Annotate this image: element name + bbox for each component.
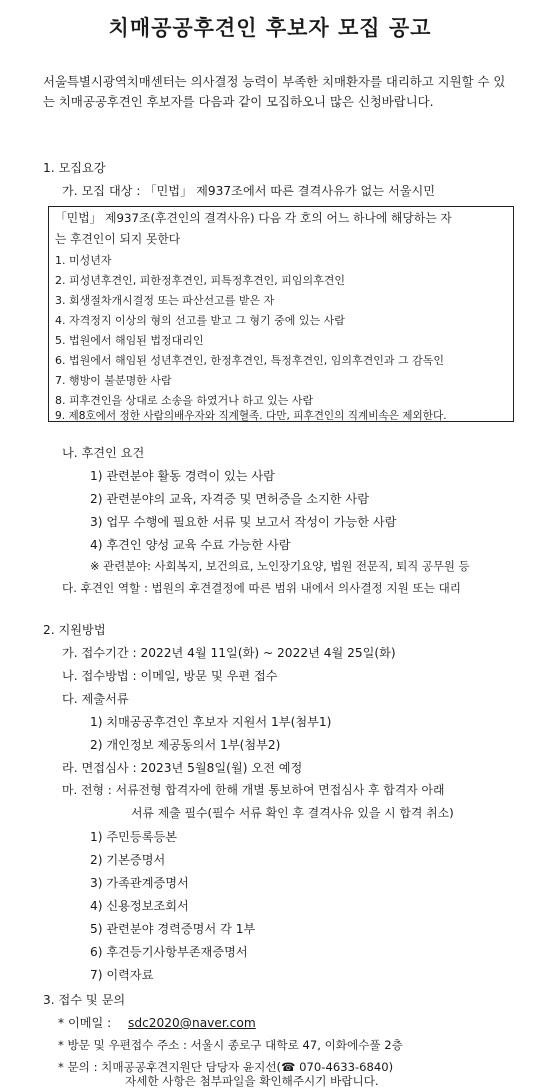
intro-paragraph: 서울특별시광역치매센터는 의사결정 능력이 부족한 치매환자를 대리하고 지원할 수 있는 치매공공후견인 후보자를 다음과 같이 모집하오니 많은 신청바랍니다.: [43, 74, 506, 109]
role-line: 다. 후견인 역할 : 법원의 후견결정에 따른 범위 내에서 의사결정 지원 또는 대리: [62, 581, 462, 595]
disqualification-box: [48, 206, 514, 422]
box-item: 5. 법원에서 해임된 법정대리인: [55, 334, 204, 347]
box-item: 1. 미성년자: [55, 254, 112, 267]
screening-line2: 서류 제출 필수(필수 서류 확인 후 결격사유 있을 시 합격 취소): [131, 806, 454, 820]
requirement-note: ※ 관련분야: 사회복지, 보건의료, 노인장기요양, 법원 전문직, 퇴직 공무원 등: [90, 559, 470, 573]
requirement-item: 3) 업무 수행에 필요한 서류 및 보고서 작성이 가능한 사람: [90, 515, 397, 529]
visit-address: * 방문 및 우편접수 주소 : 서울시 종로구 대학로 47, 이화에수풀 2층: [58, 1038, 403, 1052]
section2-heading: 2. 지원방법: [43, 623, 106, 637]
requirements-heading: 나. 후견인 요건: [62, 446, 145, 460]
application-period: 가. 접수기간 : 2022년 4월 11일(화) ~ 2022년 4월 25일(화): [62, 646, 396, 660]
box-item: 8. 피후견인을 상대로 소송을 하였거나 하고 있는 사람: [55, 394, 314, 407]
requirement-item: 4) 후견인 양성 교육 수료 가능한 사람: [90, 538, 291, 552]
contact-line: * 문의 : 치매공공후견지원단 담당자 윤지선(☎ 070-4633-6840): [58, 1060, 394, 1074]
box-item: 7. 행방이 불분명한 사람: [55, 374, 172, 387]
screening-line1: 마. 전형 : 서류전형 합격자에 한해 개별 통보하여 면접심사 후 합격자 아래: [62, 783, 445, 797]
required-doc-item: 5) 관련분야 경력증명서 각 1부: [90, 922, 256, 936]
application-method: 나. 접수방법 : 이메일, 방문 및 우편 접수: [62, 669, 278, 683]
documents-heading: 다. 제출서류: [62, 692, 129, 706]
box-header-line1: 「민법」 제937조(후견인의 결격사유) 다음 각 호의 어느 하나에 해당하는 자: [55, 211, 452, 225]
required-doc-item: 6) 후견등기사항부존재증명서: [90, 945, 248, 959]
document-item: 2) 개인정보 제공동의서 1부(첨부2): [90, 738, 281, 752]
section1-target: 가. 모집 대상 : 「민법」 제937조에서 따른 결격사유가 없는 서울시민: [62, 184, 436, 198]
document-item: 1) 치매공공후견인 후보자 지원서 1부(첨부1): [90, 715, 332, 729]
section3-heading: 3. 접수 및 문의: [43, 993, 126, 1007]
required-doc-item: 1) 주민등록등본: [90, 830, 178, 844]
interview-line: 라. 면접심사 : 2023년 5월8일(월) 오전 예정: [62, 761, 303, 775]
box-item: 6. 법원에서 해임된 성년후견인, 한정후견인, 특정후견인, 임의후견인과 그 감독인: [55, 354, 444, 367]
box-item: 2. 피성년후견인, 피한정후견인, 피특정후견인, 피임의후견인: [55, 274, 345, 287]
requirement-item: 2) 관련분야의 교육, 자격증 및 면허증을 소지한 사람: [90, 492, 369, 506]
box-item: 3. 회생절차개시결정 또는 파산선고를 받은 자: [55, 294, 275, 307]
page-title: 치매공공후견인 후보자 모집 공고: [108, 16, 432, 40]
box-item: 9. 제8호에서 정한 사람의배우자와 직계혈족. 다만, 피후견인의 직계비속은 제외한다.: [55, 410, 447, 422]
required-doc-item: 4) 신용정보조회서: [90, 899, 189, 913]
box-item: 4. 자격정지 이상의 형의 선고를 받고 그 형기 중에 있는 사람: [55, 314, 345, 327]
box-header-line2: 는 후견인이 되지 못한다: [55, 232, 181, 246]
required-doc-item: 3) 가족관계증명서: [90, 876, 189, 890]
email-link[interactable]: sdc2020@naver.com: [128, 1016, 256, 1030]
required-doc-item: 2) 기본증명서: [90, 853, 166, 867]
section1-heading: 1. 모집요강: [43, 161, 106, 175]
contact-note: 자세한 사항은 첨부파일을 확인해주시기 바랍니다.: [125, 1074, 379, 1088]
requirement-item: 1) 관련분야 활동 경력이 있는 사람: [90, 469, 275, 483]
required-doc-item: 7) 이력자료: [90, 968, 154, 982]
email-label: * 이메일 :: [58, 1016, 112, 1030]
